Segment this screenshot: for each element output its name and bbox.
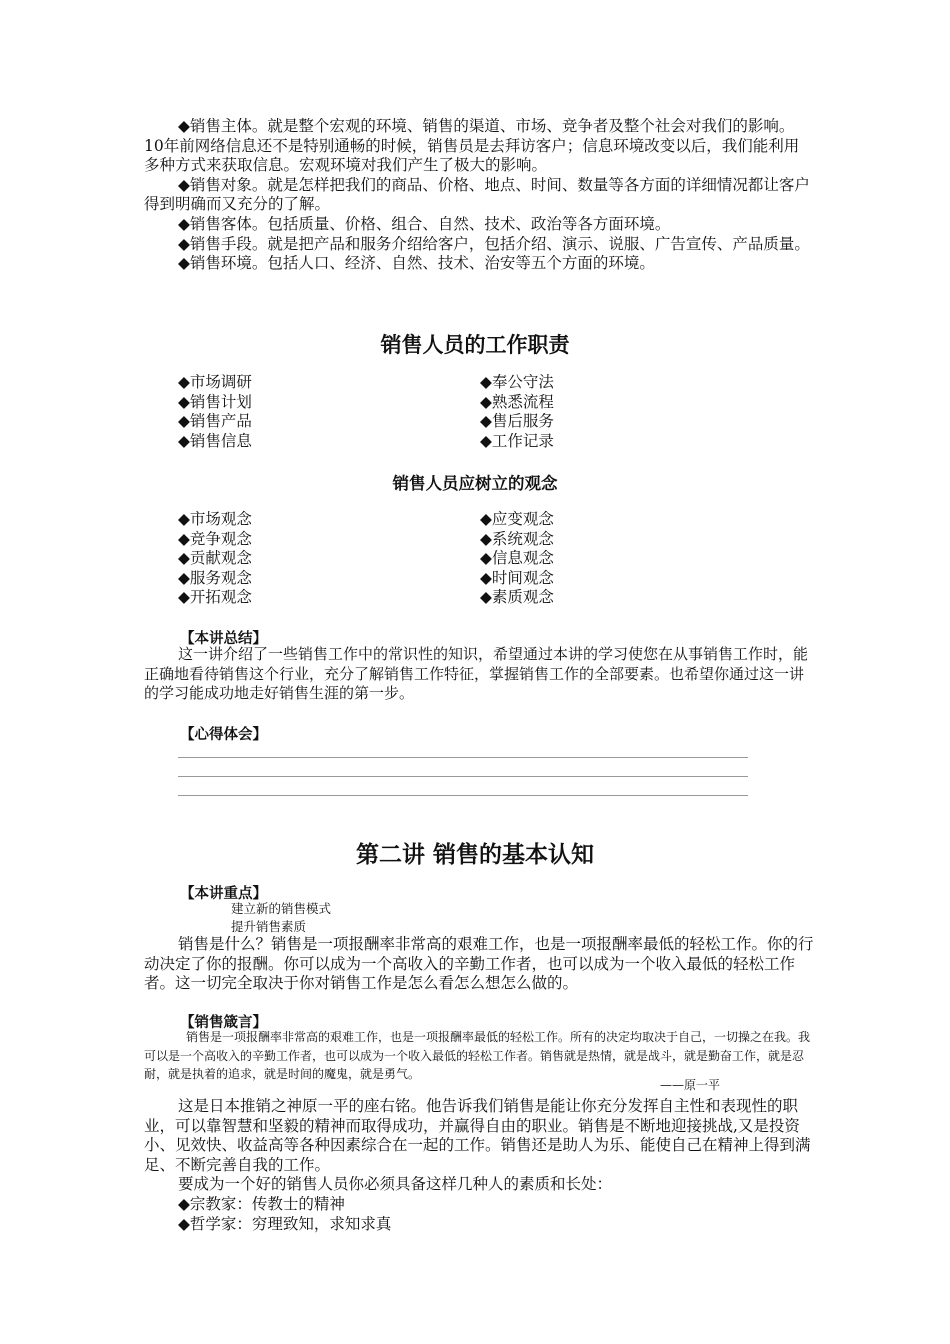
duty-item: ◆熟悉流程 — [480, 392, 554, 411]
summary-text-block — [144, 645, 812, 704]
duty-item: ◆销售产品 — [178, 412, 252, 430]
concepts-left-column — [178, 510, 252, 608]
intro-paragraph-object: ◆销售对象。就是怎样把我们的商品、价格、地点、时间、数量等各方面的详细情况都让客户得到明确而又充分的了解。 — [144, 175, 810, 214]
duties-right-column — [480, 373, 554, 451]
duty-item: ◆工作记录 — [480, 431, 554, 450]
concept-item: ◆时间观念 — [480, 568, 554, 587]
duties-list — [178, 373, 698, 453]
lecture2-title: 第二讲 销售的基本认知 — [355, 842, 594, 868]
duty-item: ◆奉公守法 — [480, 373, 554, 391]
notes-line — [178, 776, 748, 777]
trait-item: ◆宗教家：传教士的精神 — [178, 1194, 345, 1213]
concept-item: ◆开拓观念 — [178, 588, 252, 606]
lecture2-body-block — [144, 1097, 812, 1234]
duty-item: ◆销售计划 — [178, 392, 252, 411]
intro-paragraph-object-body: ◆销售客体。包括质量、价格、组合、自然、技术、政治等各方面环境。 — [178, 214, 671, 233]
concept-item: ◆应变观念 — [480, 510, 554, 528]
focus-label: 【本讲重点】 — [180, 886, 267, 902]
concept-item: ◆服务观念 — [178, 568, 252, 587]
concept-item: ◆信息观念 — [480, 549, 554, 567]
concept-item: ◆贡献观念 — [178, 549, 252, 567]
focus-item: 建立新的销售模式 — [231, 901, 332, 916]
lecture2-intro-paragraph: 销售是什么？销售是一项报酬率非常高的艰难工作，也是一项报酬率最低的轻松工作。你的行动决定了你的报酬。你可以成为一个高收入的辛勤工作者，也可以成为一个收入最低的轻松工作者。这一切完全取决于你对销售工作是怎么看怎么想怎么做的。 — [144, 935, 814, 993]
duties-left-column — [178, 373, 252, 451]
duty-item: ◆销售信息 — [178, 431, 252, 450]
concept-item: ◆系统观念 — [480, 529, 554, 548]
notes-line — [178, 757, 748, 758]
focus-list — [231, 900, 331, 936]
intro-paragraph-means: ◆销售手段。就是把产品和服务介绍给客户，包括介绍、演示、说服、广告宣传、产品质量。 — [178, 234, 810, 253]
trait-item: ◆哲学家：穷理致知，求知求真 — [178, 1214, 392, 1233]
motto-label: 【销售箴言】 — [180, 1015, 267, 1031]
concepts-list — [178, 510, 698, 610]
duty-item: ◆售后服务 — [480, 412, 554, 430]
concepts-right-column — [480, 510, 554, 608]
notes-line — [178, 795, 748, 796]
intro-paragraph-subject: ◆销售主体。就是整个宏观的环境、销售的渠道、市场、竞争者及整个社会对我们的影响。10年前网络信息还不是特别通畅的时候，销售员是去拜访客户；信息环境改变以后，我们能利用多种方式来获取信息。宏观环境对我们产生了极大的影响。 — [144, 117, 800, 175]
duties-heading: 销售人员的工作职责 — [380, 333, 570, 357]
focus-item: 提升销售素质 — [231, 919, 307, 934]
intro-section — [144, 117, 812, 274]
motto-text: 销售是一项报酬率非常高的艰难工作，也是一项报酬率最低的轻松工作。所有的决定均取决于自己，一切操之在我。我可以是一个高收入的辛勤工作者，也可以成为一个收入最低的轻松工作者。销售就是热情，就是战斗，就是勤奋工作，就是忍耐，就是执着的追求，就是时间的魔鬼，就是勇气。 — [144, 1030, 811, 1081]
concept-item: ◆竞争观念 — [178, 529, 252, 548]
lecture2-intro-block — [144, 935, 824, 994]
lecture2-paragraph: 这是日本推销之神原一平的座右铭。他告诉我们销售是能让你充分发挥自主性和表现性的职业，可以靠智慧和坚毅的精神而取得成功，并赢得自由的职业。销售是不断地迎接挑战,又是投资小、见效快、收益高等各种因素综合在一起的工作。销售还是助人为乐、能使自己在精神上得到满足、不断完善自我的工作。 — [144, 1097, 811, 1174]
summary-text: 这一讲介绍了一些销售工作中的常识性的知识，希望通过本讲的学习使您在从事销售工作时，能正确地看待销售这个行业，充分了解销售工作特征，掌握销售工作的全部要素。也希望你通过这一讲的学习能成功地走好销售生涯的第一步。 — [144, 645, 809, 703]
motto-author: ——原一平 — [660, 1078, 721, 1092]
duty-item: ◆市场调研 — [178, 373, 252, 391]
concept-item: ◆素质观念 — [480, 588, 554, 606]
lecture2-paragraph: 要成为一个好的销售人员你必须具备这样几种人的素质和长处： — [178, 1175, 613, 1194]
intro-paragraph-environment: ◆销售环境。包括人口、经济、自然、技术、治安等五个方面的环境。 — [178, 254, 655, 273]
concept-item: ◆市场观念 — [178, 510, 252, 528]
notes-label: 【心得体会】 — [180, 727, 267, 743]
summary-label: 【本讲总结】 — [180, 631, 267, 647]
concepts-heading: 销售人员应树立的观念 — [392, 474, 558, 493]
